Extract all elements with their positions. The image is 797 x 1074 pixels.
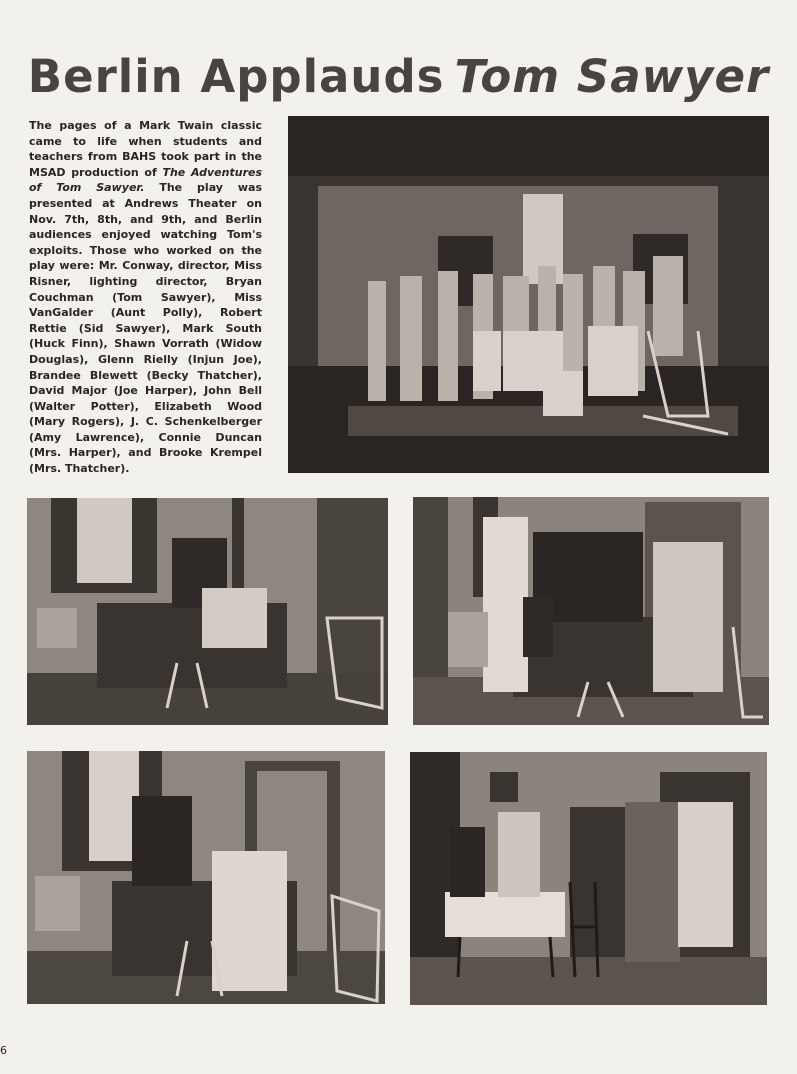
page-number: 6	[0, 1044, 7, 1057]
scene-photo-2	[413, 497, 769, 725]
cast-group-photo	[288, 116, 769, 473]
title-italic: Tom Sawyer	[454, 50, 770, 103]
book-title: The Adventures of Tom Sawyer.	[29, 165, 262, 195]
article-body: The play was presented at Andrews Theater on Nov. 7th, 8th, and 9th, and Berlin audiences enjoyed watching Tom's exploits. Those who worked on the play were: Mr. Conway, director, Miss Risner, lighting director, Bryan Couchman (Tom Sawyer), Miss VanGalder (Aunt Polly), Robert Rettie (Sid Sawyer), Mark South (Huck Finn), Shawn Vorrath (Widow Douglas), Glenn Rielly (Injun Joe), Brandee Blewett (Becky Thatcher), David Major (Joe Harper), John Bell (Walter Potter), Elizabeth Wood (Mary Rogers), J. C. Schenkelberger (Amy Lawrence), Connie Duncan (Mrs. Harper), and Brooke Krempel (Mrs. Thatcher).	[29, 181, 262, 476]
article-intro: The pages of a Mark Twain classic came to life when students and teachers from BAHS took part in the MSAD production of	[29, 119, 262, 179]
scene-photo-4	[410, 752, 767, 1005]
title-main: Berlin Applauds	[27, 50, 445, 103]
scene-photo-1	[27, 498, 388, 725]
page-title	[0, 50, 797, 103]
article-text	[29, 118, 262, 477]
scene-photo-3	[27, 751, 385, 1004]
